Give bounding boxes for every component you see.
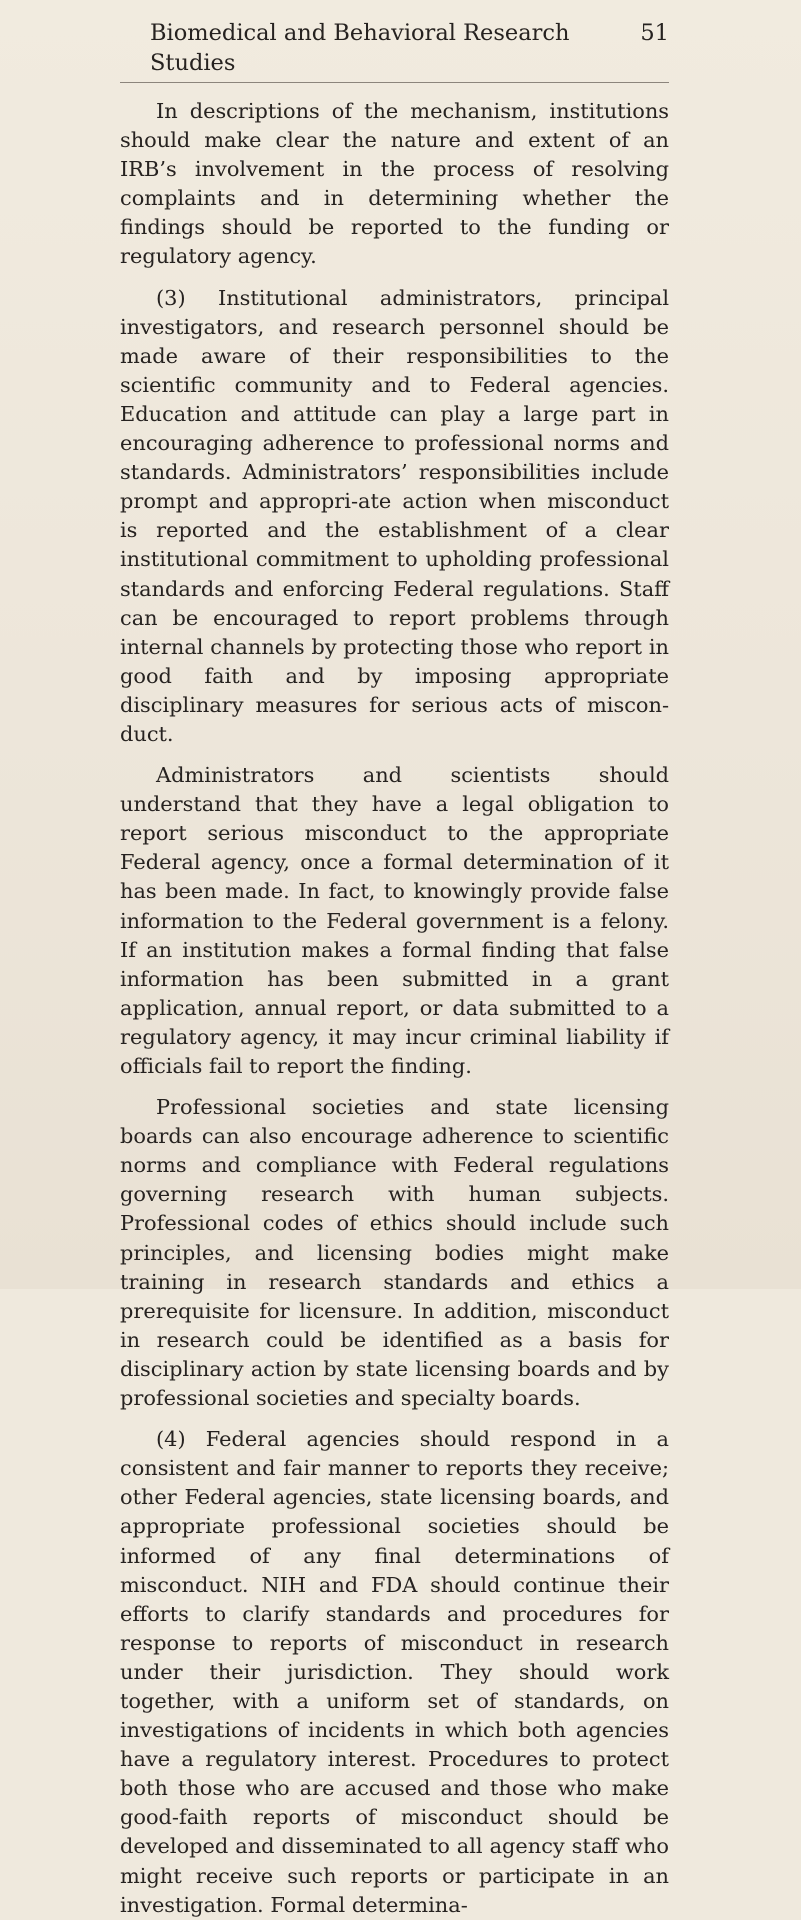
body-text — [120, 97, 669, 1920]
running-head — [120, 18, 669, 83]
paragraph-irb-involvement: In descriptions of the mechanism, institutions should make clear the nature and extent of an IRB’s involvement in the process of resolving complaints and in determining whether the findings should be reported to the funding or regulatory agency. — [120, 99, 669, 269]
paragraph-legal-obligation: Administrators and scientists should understand that they have a legal obligation to report serious misconduct to the appropriate Federal agency, once a formal determination of it has been made. In fact, to knowingly provide false information to the Federal government is a felony. If an institution makes a formal finding that false information has been submitted in a grant application, annual report, or data submitted to a regulatory agency, it may incur criminal liability if officials fail to report the finding. — [120, 763, 669, 1078]
page-number: 51 — [640, 20, 669, 46]
running-title: Biomedical and Behavioral Research Studies — [150, 20, 570, 76]
paragraph-recommendation-4: (4) Federal agencies should respond in a consistent and fair manner to reports they receive; other Federal agencies, state licensing boards, and appropriate professional societies should be informed of any final determinations of misconduct. NIH and FDA should continue their efforts to clarify standards and procedures for response to reports of misconduct in research under their jurisdiction. They should work together, with a uniform set of standards, on investigations of incidents in which both agencies have a regulatory interest. Procedures to protect both those who are accused and those who make good-faith reports of misconduct should be developed and disseminated to all agency staff who might receive such reports or participate in an investigation. Formal determina- — [120, 1427, 669, 1917]
paragraph-professional-societies: Professional societies and state licensing boards can also encourage adherence to scientific norms and compliance with Federal regulations governing research with human subjects. Professional codes of ethics should include such principles, and licensing bodies might make training in research standards and ethics a prerequisite for licensure. In addition, misconduct in research could be identified as a basis for disciplinary action by state licensing boards and by professional societies and specialty boards. — [120, 1095, 669, 1411]
paragraph-recommendation-3: (3) Institutional administrators, principal investigators, and research personnel should be made aware of their responsibilities to the scientific community and to Federal agencies. Education and attitude can play a large part in encouraging adherence to professional norms and standards. Administrators’ responsibilities include prompt and appropri-ate action when misconduct is reported and the establishment of a clear institutional commitment to upholding professional standards and enforcing Federal regulations. Staff can be encouraged to report problems through internal channels by protecting those who report in good faith and by imposing appropriate disciplinary measures for serious acts of miscon-duct. — [120, 285, 669, 746]
